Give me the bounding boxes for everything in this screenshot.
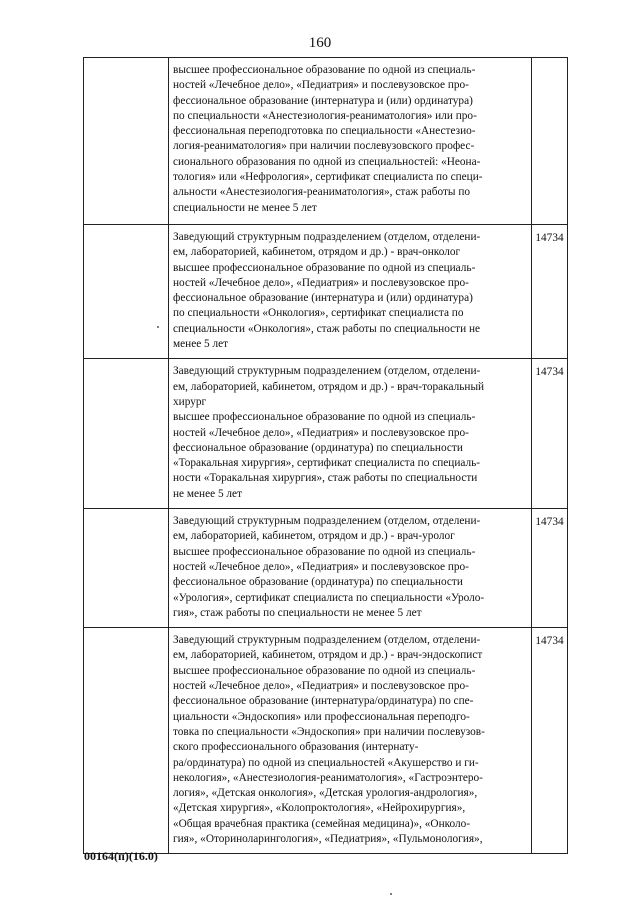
description-line: фессиональное образование (интернатура и (или) ординатура)	[173, 292, 473, 305]
description-line: циальности «Эндоскопия» или профессиональная переподго-	[173, 710, 470, 723]
description-line: ностей «Лечебное дело», «Педиатрия» и послевузовское про-	[173, 560, 469, 573]
empty-cell	[84, 628, 169, 854]
description-line: «Торакальная хирургия», сертификат специалиста по специаль-	[173, 457, 481, 470]
description-line: ности «Торакальная хирургия», стаж работы по специальности	[173, 472, 478, 485]
empty-cell	[84, 359, 169, 509]
salary-cell: 14734	[532, 509, 568, 628]
description-line: специальности «Онкология», стаж работы по специальности не	[173, 322, 481, 335]
description-line: фессиональное образование (интернатура/ординатура) по спе-	[173, 695, 474, 708]
description-line: сионального образования по одной из специальностей: «Неона-	[173, 155, 481, 168]
empty-cell	[84, 225, 169, 359]
table-body	[84, 58, 568, 854]
description-line: по специальности «Анестезиология-реаниматология» или про-	[173, 109, 477, 122]
description-line: ра/ординатура) по одной из специальностей «Акушерство и ги-	[173, 756, 479, 769]
description-line: фессиональная переподготовка по специальности «Анестезио-	[173, 125, 476, 138]
description-line: специальности не менее 5 лет	[173, 201, 317, 214]
salary-cell: 14734	[532, 359, 568, 509]
salary-cell	[532, 58, 568, 225]
description-line: ностей «Лечебное дело», «Педиатрия» и послевузовское про-	[173, 426, 469, 439]
description-line: «Урология», сертификат специалиста по специальности «Уроло-	[173, 591, 485, 604]
position-description-cell	[169, 359, 532, 509]
description-line: ем, лабораторией, кабинетом, отрядом и др.) - врач-эндоскопист	[173, 649, 483, 662]
description-line: ем, лабораторией, кабинетом, отрядом и др.) - врач-уролог	[173, 530, 455, 543]
qualification-table	[83, 57, 568, 854]
description-line: гия», «Оториноларингология», «Педиатрия», «Пульмонология»,	[173, 832, 483, 845]
position-description-cell	[169, 225, 532, 359]
salary-cell: 14734	[532, 628, 568, 854]
description-line: ностей «Лечебное дело», «Педиатрия» и послевузовское про-	[173, 276, 469, 289]
description-line: ем, лабораторией, кабинетом, отрядом и др.) - врач-торакальный	[173, 380, 485, 393]
position-description-cell	[169, 58, 532, 225]
description-line: фессиональное образование (ординатура) по специальности	[173, 576, 463, 589]
description-line: высшее профессиональное образование по одной из специаль-	[173, 664, 476, 677]
description-line: ем, лабораторией, кабинетом, отрядом и др.) - врач-онколог	[173, 246, 461, 259]
description-line: фессиональное образование (интернатура и (или) ординатура)	[173, 94, 473, 107]
description-line: «Детская хирургия», «Колопроктология», «Нейрохирургия»,	[173, 802, 466, 815]
table-row	[84, 509, 568, 628]
description-line: высшее профессиональное образование по одной из специаль-	[173, 545, 476, 558]
description-line: тология» или «Нефрология», сертификат специалиста по специ-	[173, 171, 483, 184]
description-line: Заведующий структурным подразделением (отделом, отделени-	[173, 365, 481, 378]
description-line: товка по специальности «Эндоскопия» при наличии послевузов-	[173, 725, 485, 738]
table-row	[84, 58, 568, 225]
description-line: ностей «Лечебное дело», «Педиатрия» и послевузовское про-	[173, 79, 469, 92]
description-line: «Общая врачебная практика (семейная медицина)», «Онколо-	[173, 817, 471, 830]
description-line: гия», стаж работы по специальности не менее 5 лет	[173, 606, 422, 619]
description-line: высшее профессиональное образование по одной из специаль-	[173, 64, 476, 76]
description-line: Заведующий структурным подразделением (отделом, отделени-	[173, 515, 481, 528]
description-line: ского профессионального образования (интернату-	[173, 741, 419, 754]
scan-speck	[157, 326, 159, 328]
table-row	[84, 359, 568, 509]
position-description-cell	[169, 628, 532, 854]
description-line: некология», «Анестезиология-реаниматология», «Гастроэнтеро-	[173, 771, 483, 784]
document-code: 00164(п)(16.0)	[84, 849, 158, 863]
table-row	[84, 628, 568, 854]
description-line: Заведующий структурным подразделением (отделом, отделени-	[173, 231, 481, 243]
empty-cell	[84, 58, 169, 225]
table-row	[84, 225, 568, 359]
scan-speck	[390, 893, 392, 895]
page-number: 160	[308, 35, 332, 51]
description-line: высшее профессиональное образование по одной из специаль-	[173, 261, 476, 274]
empty-cell	[84, 509, 169, 628]
description-line: альности «Анестезиология-реаниматология», стаж работы по	[173, 186, 471, 199]
description-line: высшее профессиональное образование по одной из специаль-	[173, 411, 476, 424]
description-line: хирург	[173, 395, 207, 408]
description-line: по специальности «Онкология», сертификат специалиста по	[173, 307, 464, 320]
position-description-cell	[169, 509, 532, 628]
salary-cell: 14734	[532, 225, 568, 359]
description-line: менее 5 лет	[173, 338, 229, 351]
description-line: не менее 5 лет	[173, 487, 243, 500]
description-line: логия-реаниматология» при наличии послевузовского профес-	[173, 140, 475, 153]
description-line: логия», «Детская онкология», «Детская урология-андрология»,	[173, 787, 478, 800]
description-line: Заведующий структурным подразделением (отделом, отделени-	[173, 634, 481, 647]
description-line: фессиональное образование (ординатура) по специальности	[173, 441, 463, 454]
description-line: ностей «Лечебное дело», «Педиатрия» и послевузовское про-	[173, 680, 469, 693]
